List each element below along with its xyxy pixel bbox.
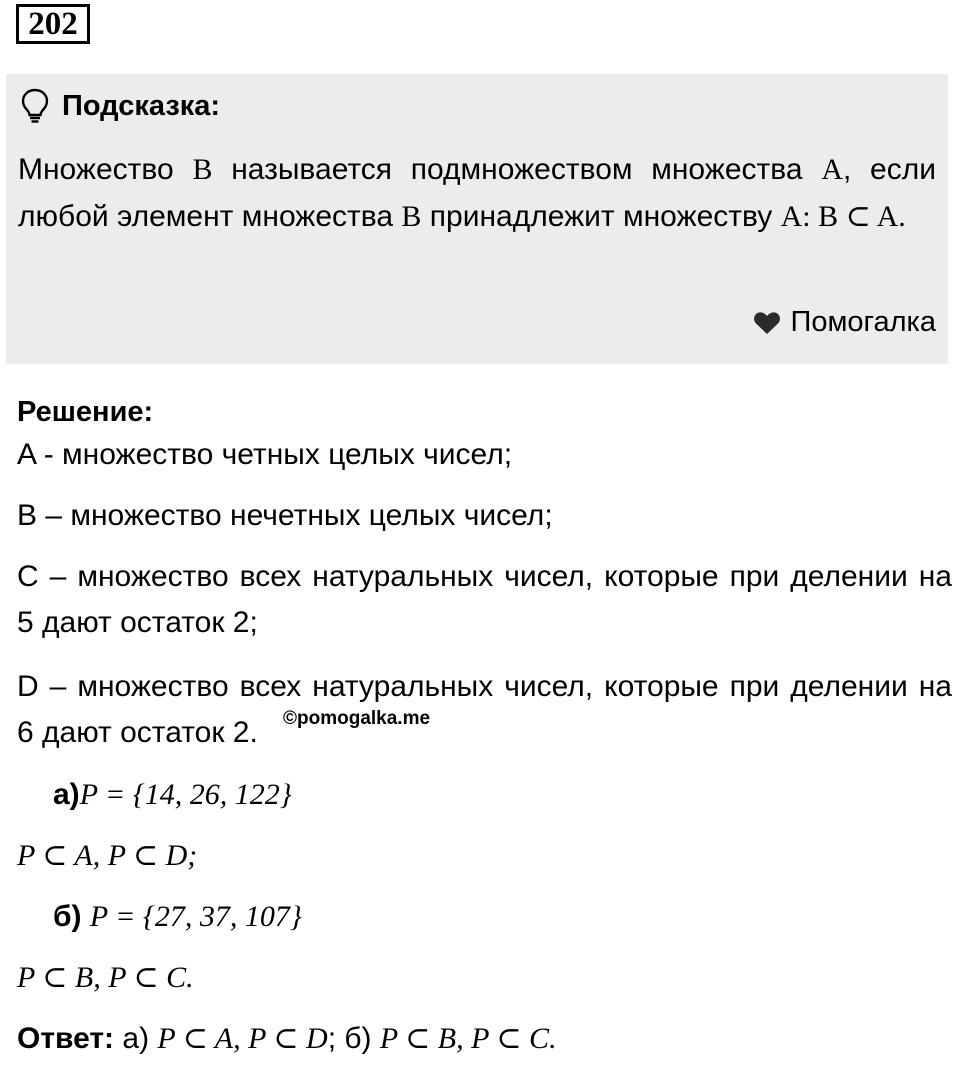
hint-text	[18, 146, 936, 240]
hint-text-part: , если любой элемент множества	[18, 153, 937, 233]
hint-set-a: A	[821, 153, 843, 186]
hint-set-b: B	[192, 153, 213, 186]
answer-b: P ⊂ B, P ⊂ C.	[379, 1022, 557, 1055]
solution-title: Решение:	[17, 396, 154, 428]
brand-name: Помогалка	[790, 306, 936, 338]
solution-line-d: D – множество всех натуральных чисел, которые при делении на 6 дают остаток 2.	[17, 670, 952, 749]
hint-footer	[753, 306, 936, 339]
answer-a-prefix: а)	[114, 1022, 158, 1055]
hint-set-b: B	[401, 200, 422, 233]
hint-box	[6, 74, 948, 364]
answer-a: P ⊂ A, P ⊂ D	[157, 1022, 328, 1055]
solution-line-c: C – множество всех натуральных чисел, которые при делении на 5 дают остаток 2;	[17, 560, 952, 639]
lightbulb-icon	[20, 88, 50, 124]
part-b-set-line	[17, 894, 952, 939]
watermark: ©pomogalka.me	[283, 708, 431, 729]
solution-line-b: B – множество нечетных целых чисел;	[17, 499, 553, 532]
hint-text-part: Множество	[18, 153, 193, 186]
hint-text-part: называется подмножеством множества	[212, 153, 822, 186]
answer-label: Ответ:	[17, 1022, 115, 1055]
part-b-set: P = {27, 37, 107}	[89, 900, 302, 933]
solution-line-a: A - множество четных целых чисел;	[17, 438, 513, 471]
solution	[17, 392, 952, 1061]
hint-set-a: A:	[780, 200, 819, 233]
answer-line	[17, 1016, 952, 1061]
hint-formula: B ⊂ A.	[818, 200, 906, 233]
part-b-result: P ⊂ B, P ⊂ C.	[17, 961, 194, 994]
hint-text-part: принадлежит множеству	[421, 200, 781, 233]
part-a-label: а)	[53, 778, 80, 811]
hint-title: Подсказка:	[62, 89, 221, 122]
heart-icon	[753, 311, 781, 335]
part-b-label: б)	[53, 900, 90, 933]
part-a-set: P = {14, 26, 122}	[79, 778, 292, 811]
hint-header	[20, 88, 220, 124]
problem-number: 202	[16, 4, 90, 44]
part-a-set-line	[17, 772, 952, 817]
part-a-result: P ⊂ A, P ⊂ D;	[17, 839, 198, 872]
answer-separator: ; б)	[327, 1022, 380, 1055]
